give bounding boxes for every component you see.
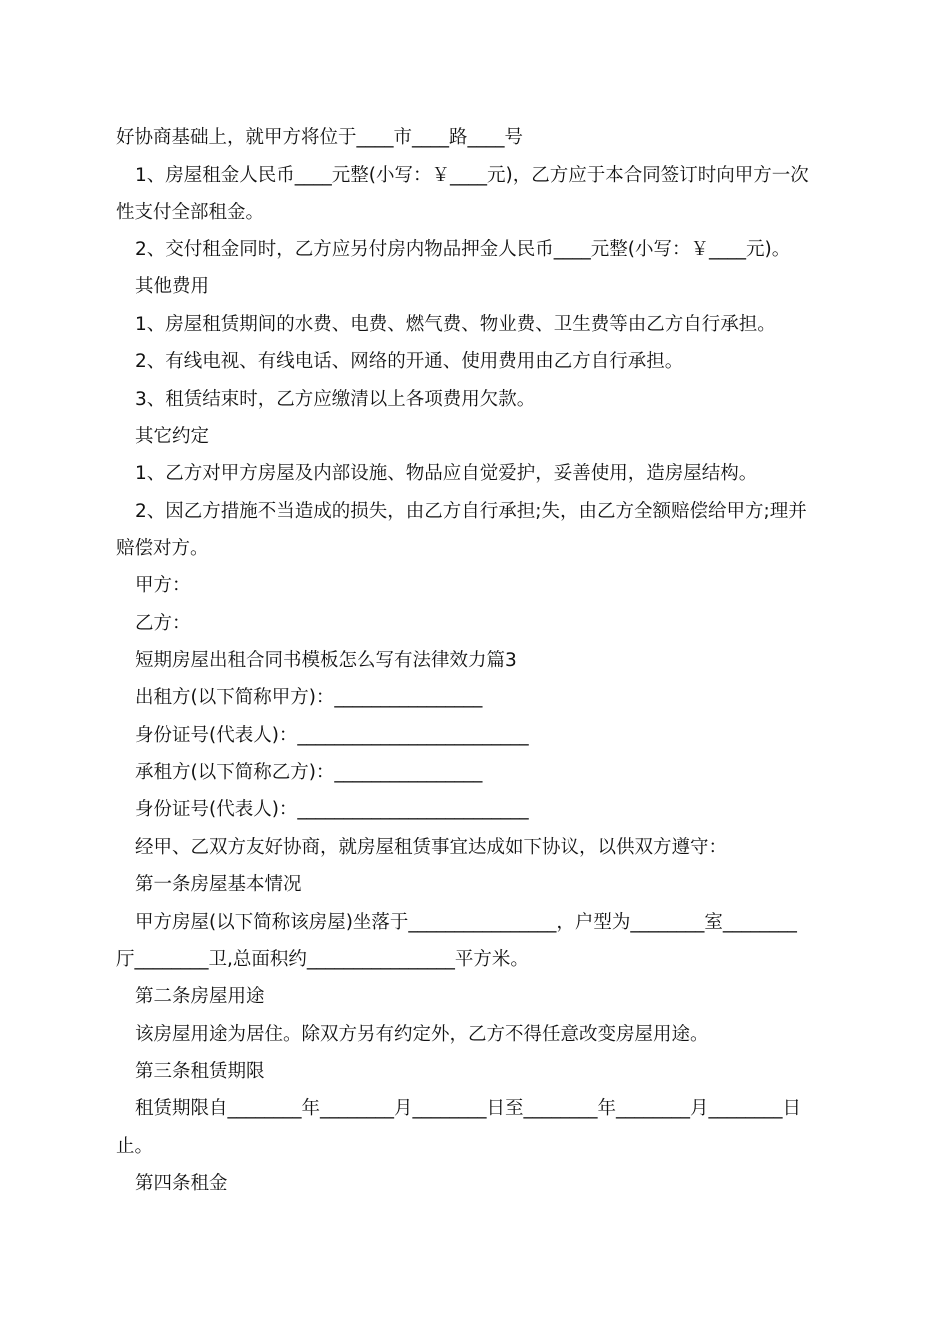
text-line: 厅________卫,总面积约________________平方米。	[116, 949, 529, 970]
section-heading: 其他费用	[135, 276, 210, 297]
lessee-field: 承租方(以下简称乙方)：________________	[135, 762, 483, 783]
text-line: 1、房屋租赁期间的水费、电费、燃气费、物业费、卫生费等由乙方自行承担。	[135, 314, 776, 335]
text-line: 1、乙方对甲方房屋及内部设施、物品应自觉爱护，妥善使用，造房屋结构。	[135, 463, 758, 484]
text-line: 1、房屋租金人民币____元整(小写：￥____元)，乙方应于本合同签订时向甲方一次	[135, 165, 809, 186]
text-line: 租赁期限自________年________月________日至________年________月________日	[135, 1098, 802, 1119]
article-heading: 第三条租赁期限	[135, 1061, 265, 1082]
lessor-id-field: 身份证号(代表人)：_________________________	[135, 725, 529, 746]
text-line: 止。	[116, 1136, 154, 1157]
text-line: 甲方房屋(以下简称该房屋)坐落于________________，户型为________室________	[135, 912, 797, 933]
document-title: 短期房屋出租合同书模板怎么写有法律效力篇3	[135, 650, 517, 671]
section-heading: 其它约定	[135, 426, 210, 447]
lessor-field: 出租方(以下简称甲方)：________________	[135, 687, 483, 708]
text-line: 赔偿对方。	[116, 538, 209, 559]
signature-party-b: 乙方：	[135, 613, 191, 634]
text-line: 2、交付租金同时，乙方应另付房内物品押金人民币____元整(小写：￥____元)。	[135, 239, 791, 260]
text-line: 2、因乙方措施不当造成的损失，由乙方自行承担;失，由乙方全额赔偿给甲方;理并	[135, 501, 807, 522]
text-line: 好协商基础上，就甲方将位于____市____路____号	[116, 127, 524, 148]
text-line: 3、租赁结束时，乙方应缴清以上各项费用欠款。	[135, 389, 536, 410]
signature-party-a: 甲方：	[135, 575, 191, 596]
text-line: 经甲、乙双方友好协商，就房屋租赁事宜达成如下协议，以供双方遵守：	[135, 837, 728, 858]
text-line: 性支付全部租金。	[116, 202, 265, 223]
text-line: 2、有线电视、有线电话、网络的开通、使用费用由乙方自行承担。	[135, 351, 684, 372]
article-heading: 第一条房屋基本情况	[135, 874, 302, 895]
article-heading: 第四条租金	[135, 1173, 228, 1194]
lessee-id-field: 身份证号(代表人)：_________________________	[135, 799, 529, 820]
article-heading: 第二条房屋用途	[135, 986, 265, 1007]
text-line: 该房屋用途为居住。除双方另有约定外，乙方不得任意改变房屋用途。	[135, 1024, 709, 1045]
